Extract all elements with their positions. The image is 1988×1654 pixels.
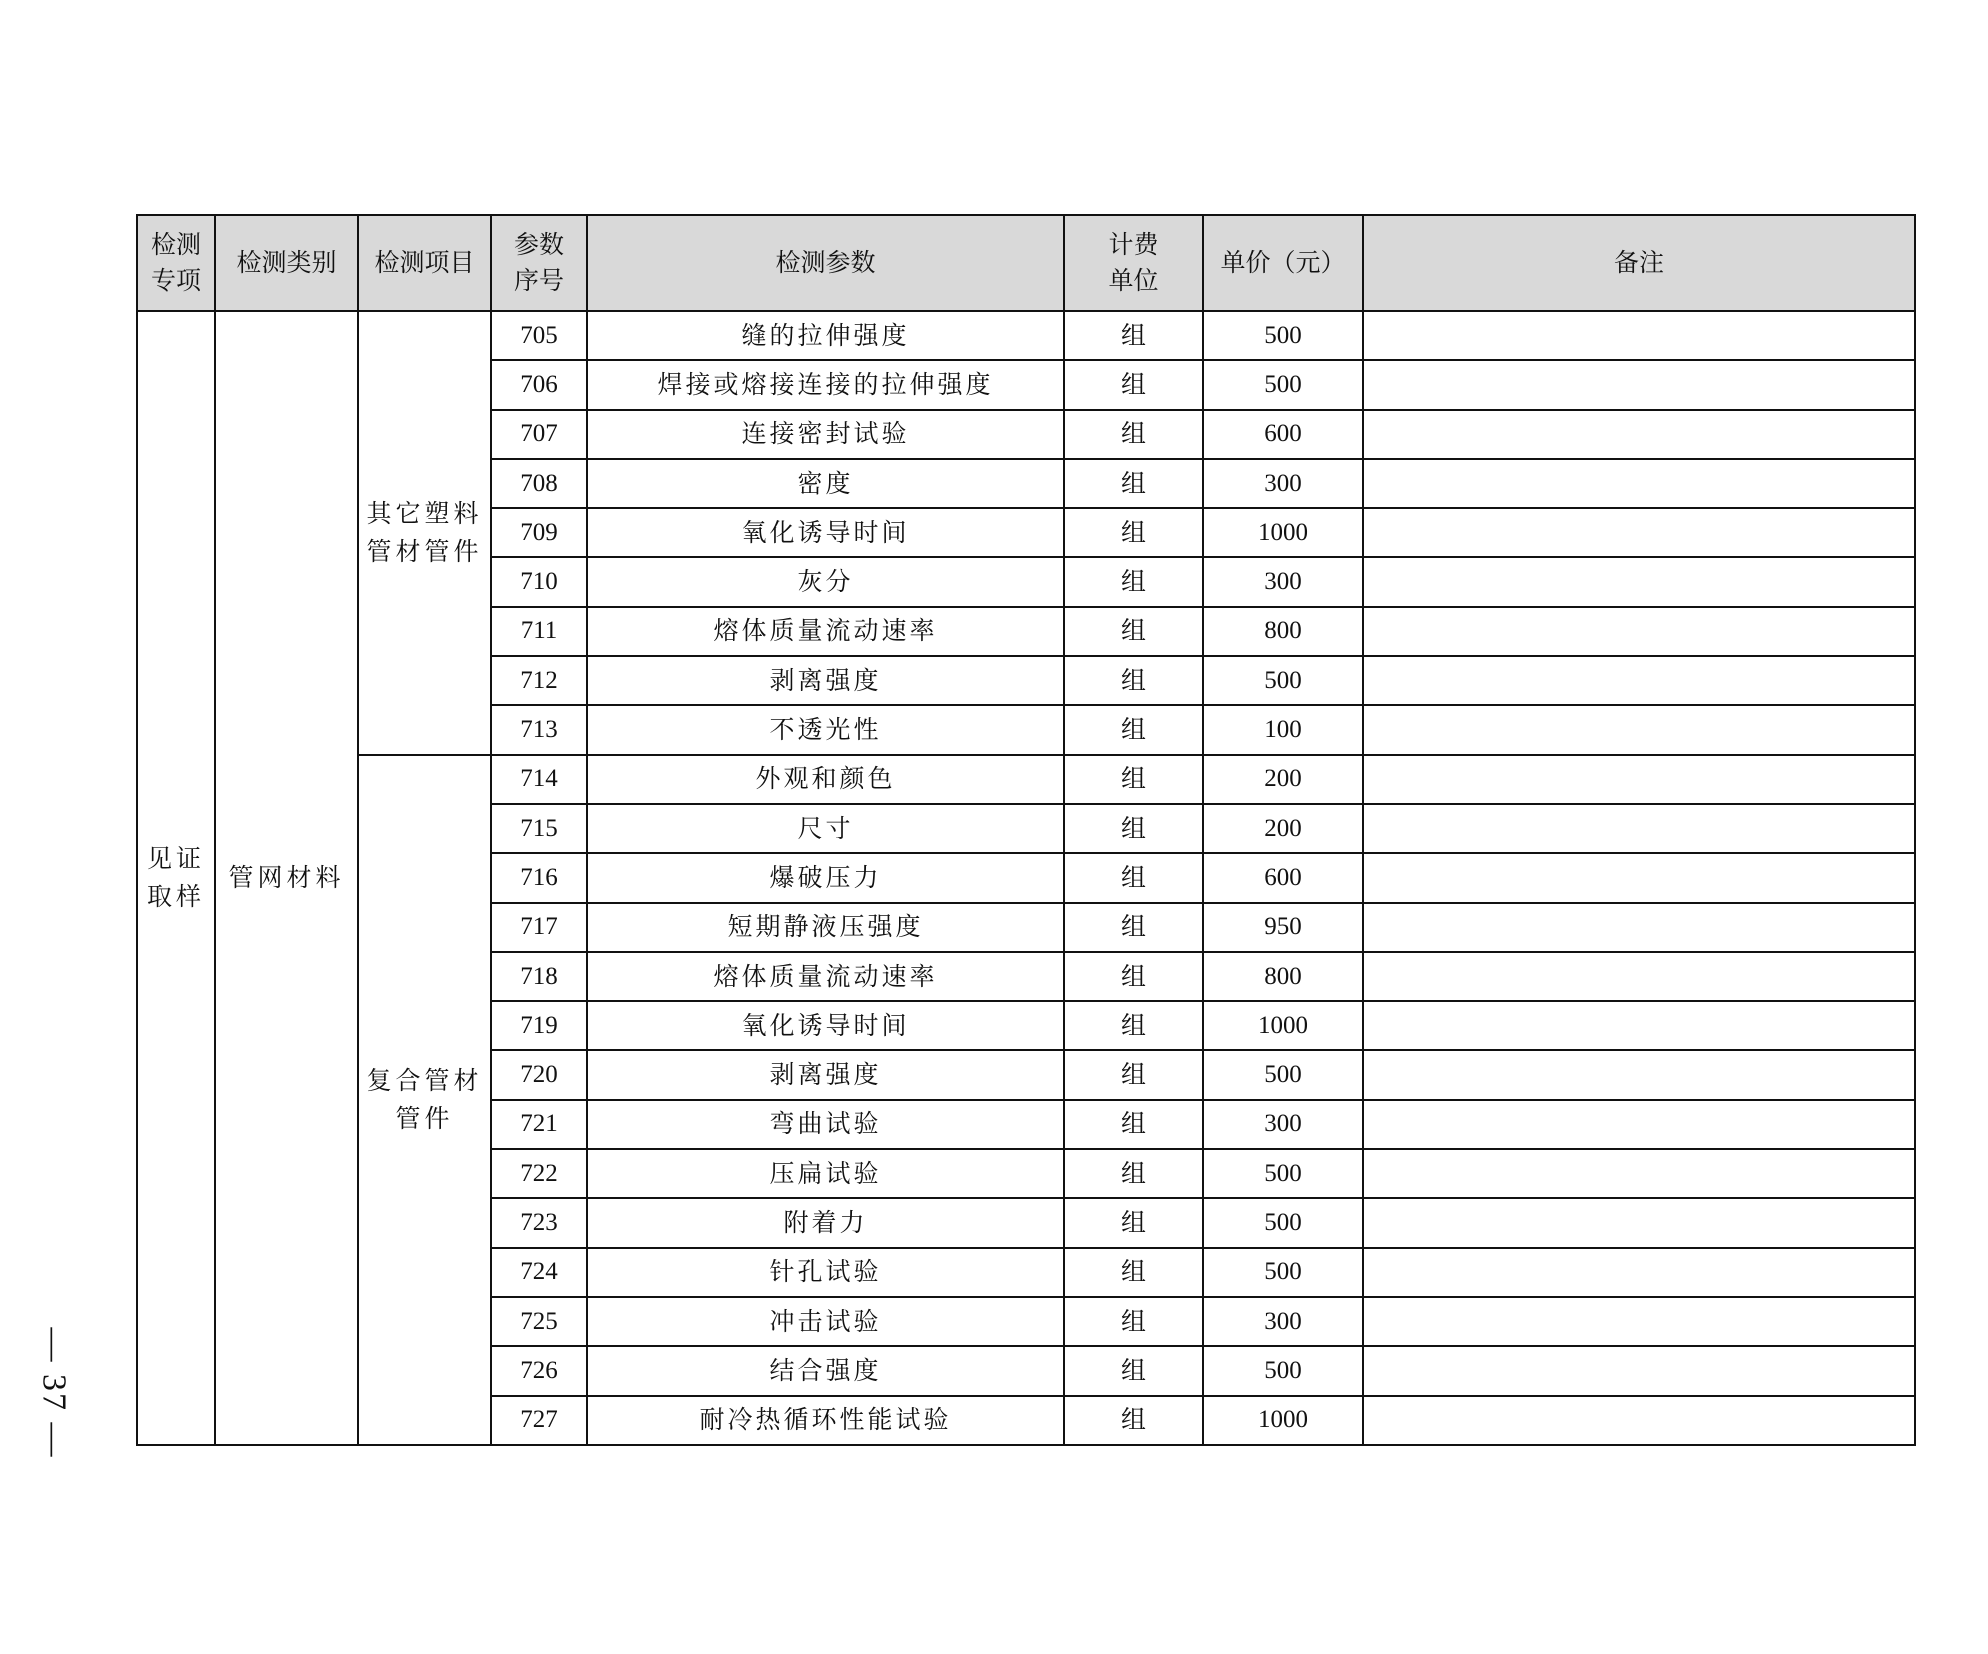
seq-cell: 710 bbox=[491, 557, 587, 606]
header-project: 检测项目 bbox=[358, 215, 491, 311]
category-cell: 管网材料 bbox=[215, 311, 358, 1445]
unit-cell: 组 bbox=[1064, 903, 1203, 952]
seq-cell: 724 bbox=[491, 1248, 587, 1297]
price-cell: 1000 bbox=[1203, 508, 1363, 557]
header-price: 单价（元） bbox=[1203, 215, 1363, 311]
price-cell: 600 bbox=[1203, 853, 1363, 902]
remark-cell bbox=[1363, 903, 1915, 952]
seq-cell: 716 bbox=[491, 853, 587, 902]
unit-cell: 组 bbox=[1064, 952, 1203, 1001]
unit-cell: 组 bbox=[1064, 311, 1203, 360]
param-cell: 氧化诱导时间 bbox=[587, 1001, 1064, 1050]
special-item-line: 取样 bbox=[146, 881, 205, 911]
remark-cell bbox=[1363, 1050, 1915, 1099]
unit-cell: 组 bbox=[1064, 1297, 1203, 1346]
project-cell bbox=[358, 755, 491, 1445]
seq-cell: 711 bbox=[491, 607, 587, 656]
unit-cell: 组 bbox=[1064, 853, 1203, 902]
param-cell: 熔体质量流动速率 bbox=[587, 952, 1064, 1001]
header-remark: 备注 bbox=[1363, 215, 1915, 311]
unit-cell: 组 bbox=[1064, 1001, 1203, 1050]
param-cell: 短期静液压强度 bbox=[587, 903, 1064, 952]
header-param: 检测参数 bbox=[587, 215, 1064, 311]
unit-cell: 组 bbox=[1064, 1346, 1203, 1395]
seq-cell: 706 bbox=[491, 360, 587, 409]
unit-cell: 组 bbox=[1064, 1198, 1203, 1247]
param-cell: 焊接或熔接连接的拉伸强度 bbox=[587, 360, 1064, 409]
unit-cell: 组 bbox=[1064, 1396, 1203, 1445]
remark-cell bbox=[1363, 952, 1915, 1001]
seq-cell: 708 bbox=[491, 459, 587, 508]
seq-cell: 707 bbox=[491, 410, 587, 459]
special-item-cell bbox=[137, 311, 215, 1445]
header-seq-line1: 参数 bbox=[513, 230, 564, 259]
remark-cell bbox=[1363, 311, 1915, 360]
price-cell: 300 bbox=[1203, 459, 1363, 508]
seq-cell: 715 bbox=[491, 804, 587, 853]
remark-cell bbox=[1363, 656, 1915, 705]
price-cell: 950 bbox=[1203, 903, 1363, 952]
param-cell: 附着力 bbox=[587, 1198, 1064, 1247]
price-cell: 300 bbox=[1203, 1100, 1363, 1149]
remark-cell bbox=[1363, 508, 1915, 557]
project-line: 其它塑料 bbox=[366, 498, 483, 528]
param-cell: 熔体质量流动速率 bbox=[587, 607, 1064, 656]
remark-cell bbox=[1363, 459, 1915, 508]
table-row bbox=[137, 311, 1915, 360]
remark-cell bbox=[1363, 1248, 1915, 1297]
seq-cell: 713 bbox=[491, 705, 587, 754]
unit-cell: 组 bbox=[1064, 459, 1203, 508]
project-line: 复合管材 bbox=[366, 1065, 483, 1095]
seq-cell: 714 bbox=[491, 755, 587, 804]
remark-cell bbox=[1363, 1396, 1915, 1445]
unit-cell: 组 bbox=[1064, 360, 1203, 409]
price-cell: 200 bbox=[1203, 755, 1363, 804]
seq-cell: 719 bbox=[491, 1001, 587, 1050]
param-cell: 耐冷热循环性能试验 bbox=[587, 1396, 1064, 1445]
unit-cell: 组 bbox=[1064, 804, 1203, 853]
remark-cell bbox=[1363, 853, 1915, 902]
remark-cell bbox=[1363, 607, 1915, 656]
price-cell: 500 bbox=[1203, 1050, 1363, 1099]
price-cell: 500 bbox=[1203, 311, 1363, 360]
unit-cell: 组 bbox=[1064, 1050, 1203, 1099]
param-cell: 不透光性 bbox=[587, 705, 1064, 754]
unit-cell: 组 bbox=[1064, 508, 1203, 557]
param-cell: 弯曲试验 bbox=[587, 1100, 1064, 1149]
header-seq bbox=[491, 215, 587, 311]
remark-cell bbox=[1363, 804, 1915, 853]
unit-cell: 组 bbox=[1064, 607, 1203, 656]
page-number bbox=[30, 1318, 76, 1468]
remark-cell bbox=[1363, 1001, 1915, 1050]
remark-cell bbox=[1363, 1149, 1915, 1198]
header-seq-line2: 序号 bbox=[513, 266, 564, 295]
price-cell: 500 bbox=[1203, 1198, 1363, 1247]
price-cell: 500 bbox=[1203, 360, 1363, 409]
remark-cell bbox=[1363, 1346, 1915, 1395]
price-cell: 300 bbox=[1203, 557, 1363, 606]
param-cell: 压扁试验 bbox=[587, 1149, 1064, 1198]
table-row bbox=[137, 755, 1915, 804]
price-cell: 300 bbox=[1203, 1297, 1363, 1346]
table-body bbox=[137, 311, 1915, 1445]
price-cell: 500 bbox=[1203, 656, 1363, 705]
param-cell: 缝的拉伸强度 bbox=[587, 311, 1064, 360]
param-cell: 剥离强度 bbox=[587, 1050, 1064, 1099]
unit-cell: 组 bbox=[1064, 1149, 1203, 1198]
header-unit-line2: 单位 bbox=[1108, 266, 1159, 295]
header-special bbox=[137, 215, 215, 311]
seq-cell: 725 bbox=[491, 1297, 587, 1346]
seq-cell: 720 bbox=[491, 1050, 587, 1099]
param-cell: 外观和颜色 bbox=[587, 755, 1064, 804]
remark-cell bbox=[1363, 557, 1915, 606]
param-cell: 结合强度 bbox=[587, 1346, 1064, 1395]
price-cell: 800 bbox=[1203, 607, 1363, 656]
remark-cell bbox=[1363, 1198, 1915, 1247]
param-cell: 冲击试验 bbox=[587, 1297, 1064, 1346]
price-cell: 500 bbox=[1203, 1248, 1363, 1297]
fee-table bbox=[136, 214, 1916, 1446]
seq-cell: 722 bbox=[491, 1149, 587, 1198]
seq-cell: 709 bbox=[491, 508, 587, 557]
remark-cell bbox=[1363, 1100, 1915, 1149]
header-row bbox=[137, 215, 1915, 311]
price-cell: 1000 bbox=[1203, 1396, 1363, 1445]
unit-cell: 组 bbox=[1064, 755, 1203, 804]
header-special-line1: 检测 bbox=[150, 230, 201, 259]
unit-cell: 组 bbox=[1064, 1100, 1203, 1149]
seq-cell: 718 bbox=[491, 952, 587, 1001]
seq-cell: 705 bbox=[491, 311, 587, 360]
page-number-text: — 37 — bbox=[35, 1327, 72, 1459]
param-cell: 爆破压力 bbox=[587, 853, 1064, 902]
project-line: 管材管件 bbox=[366, 536, 483, 566]
remark-cell bbox=[1363, 1297, 1915, 1346]
project-line: 管件 bbox=[395, 1103, 454, 1133]
price-cell: 100 bbox=[1203, 705, 1363, 754]
special-item-line: 见证 bbox=[146, 843, 205, 873]
remark-cell bbox=[1363, 705, 1915, 754]
price-cell: 500 bbox=[1203, 1346, 1363, 1395]
price-cell: 600 bbox=[1203, 410, 1363, 459]
unit-cell: 组 bbox=[1064, 410, 1203, 459]
remark-cell bbox=[1363, 410, 1915, 459]
seq-cell: 726 bbox=[491, 1346, 587, 1395]
seq-cell: 727 bbox=[491, 1396, 587, 1445]
unit-cell: 组 bbox=[1064, 705, 1203, 754]
unit-cell: 组 bbox=[1064, 557, 1203, 606]
header-category: 检测类别 bbox=[215, 215, 358, 311]
seq-cell: 721 bbox=[491, 1100, 587, 1149]
remark-cell bbox=[1363, 360, 1915, 409]
header-unit-line1: 计费 bbox=[1108, 230, 1159, 259]
seq-cell: 723 bbox=[491, 1198, 587, 1247]
header-special-line2: 专项 bbox=[150, 266, 201, 295]
header-unit bbox=[1064, 215, 1203, 311]
param-cell: 尺寸 bbox=[587, 804, 1064, 853]
price-cell: 200 bbox=[1203, 804, 1363, 853]
price-cell: 800 bbox=[1203, 952, 1363, 1001]
param-cell: 连接密封试验 bbox=[587, 410, 1064, 459]
unit-cell: 组 bbox=[1064, 1248, 1203, 1297]
price-cell: 1000 bbox=[1203, 1001, 1363, 1050]
param-cell: 灰分 bbox=[587, 557, 1064, 606]
price-cell: 500 bbox=[1203, 1149, 1363, 1198]
seq-cell: 712 bbox=[491, 656, 587, 705]
param-cell: 氧化诱导时间 bbox=[587, 508, 1064, 557]
param-cell: 针孔试验 bbox=[587, 1248, 1064, 1297]
seq-cell: 717 bbox=[491, 903, 587, 952]
unit-cell: 组 bbox=[1064, 656, 1203, 705]
param-cell: 密度 bbox=[587, 459, 1064, 508]
param-cell: 剥离强度 bbox=[587, 656, 1064, 705]
project-cell bbox=[358, 311, 491, 755]
remark-cell bbox=[1363, 755, 1915, 804]
